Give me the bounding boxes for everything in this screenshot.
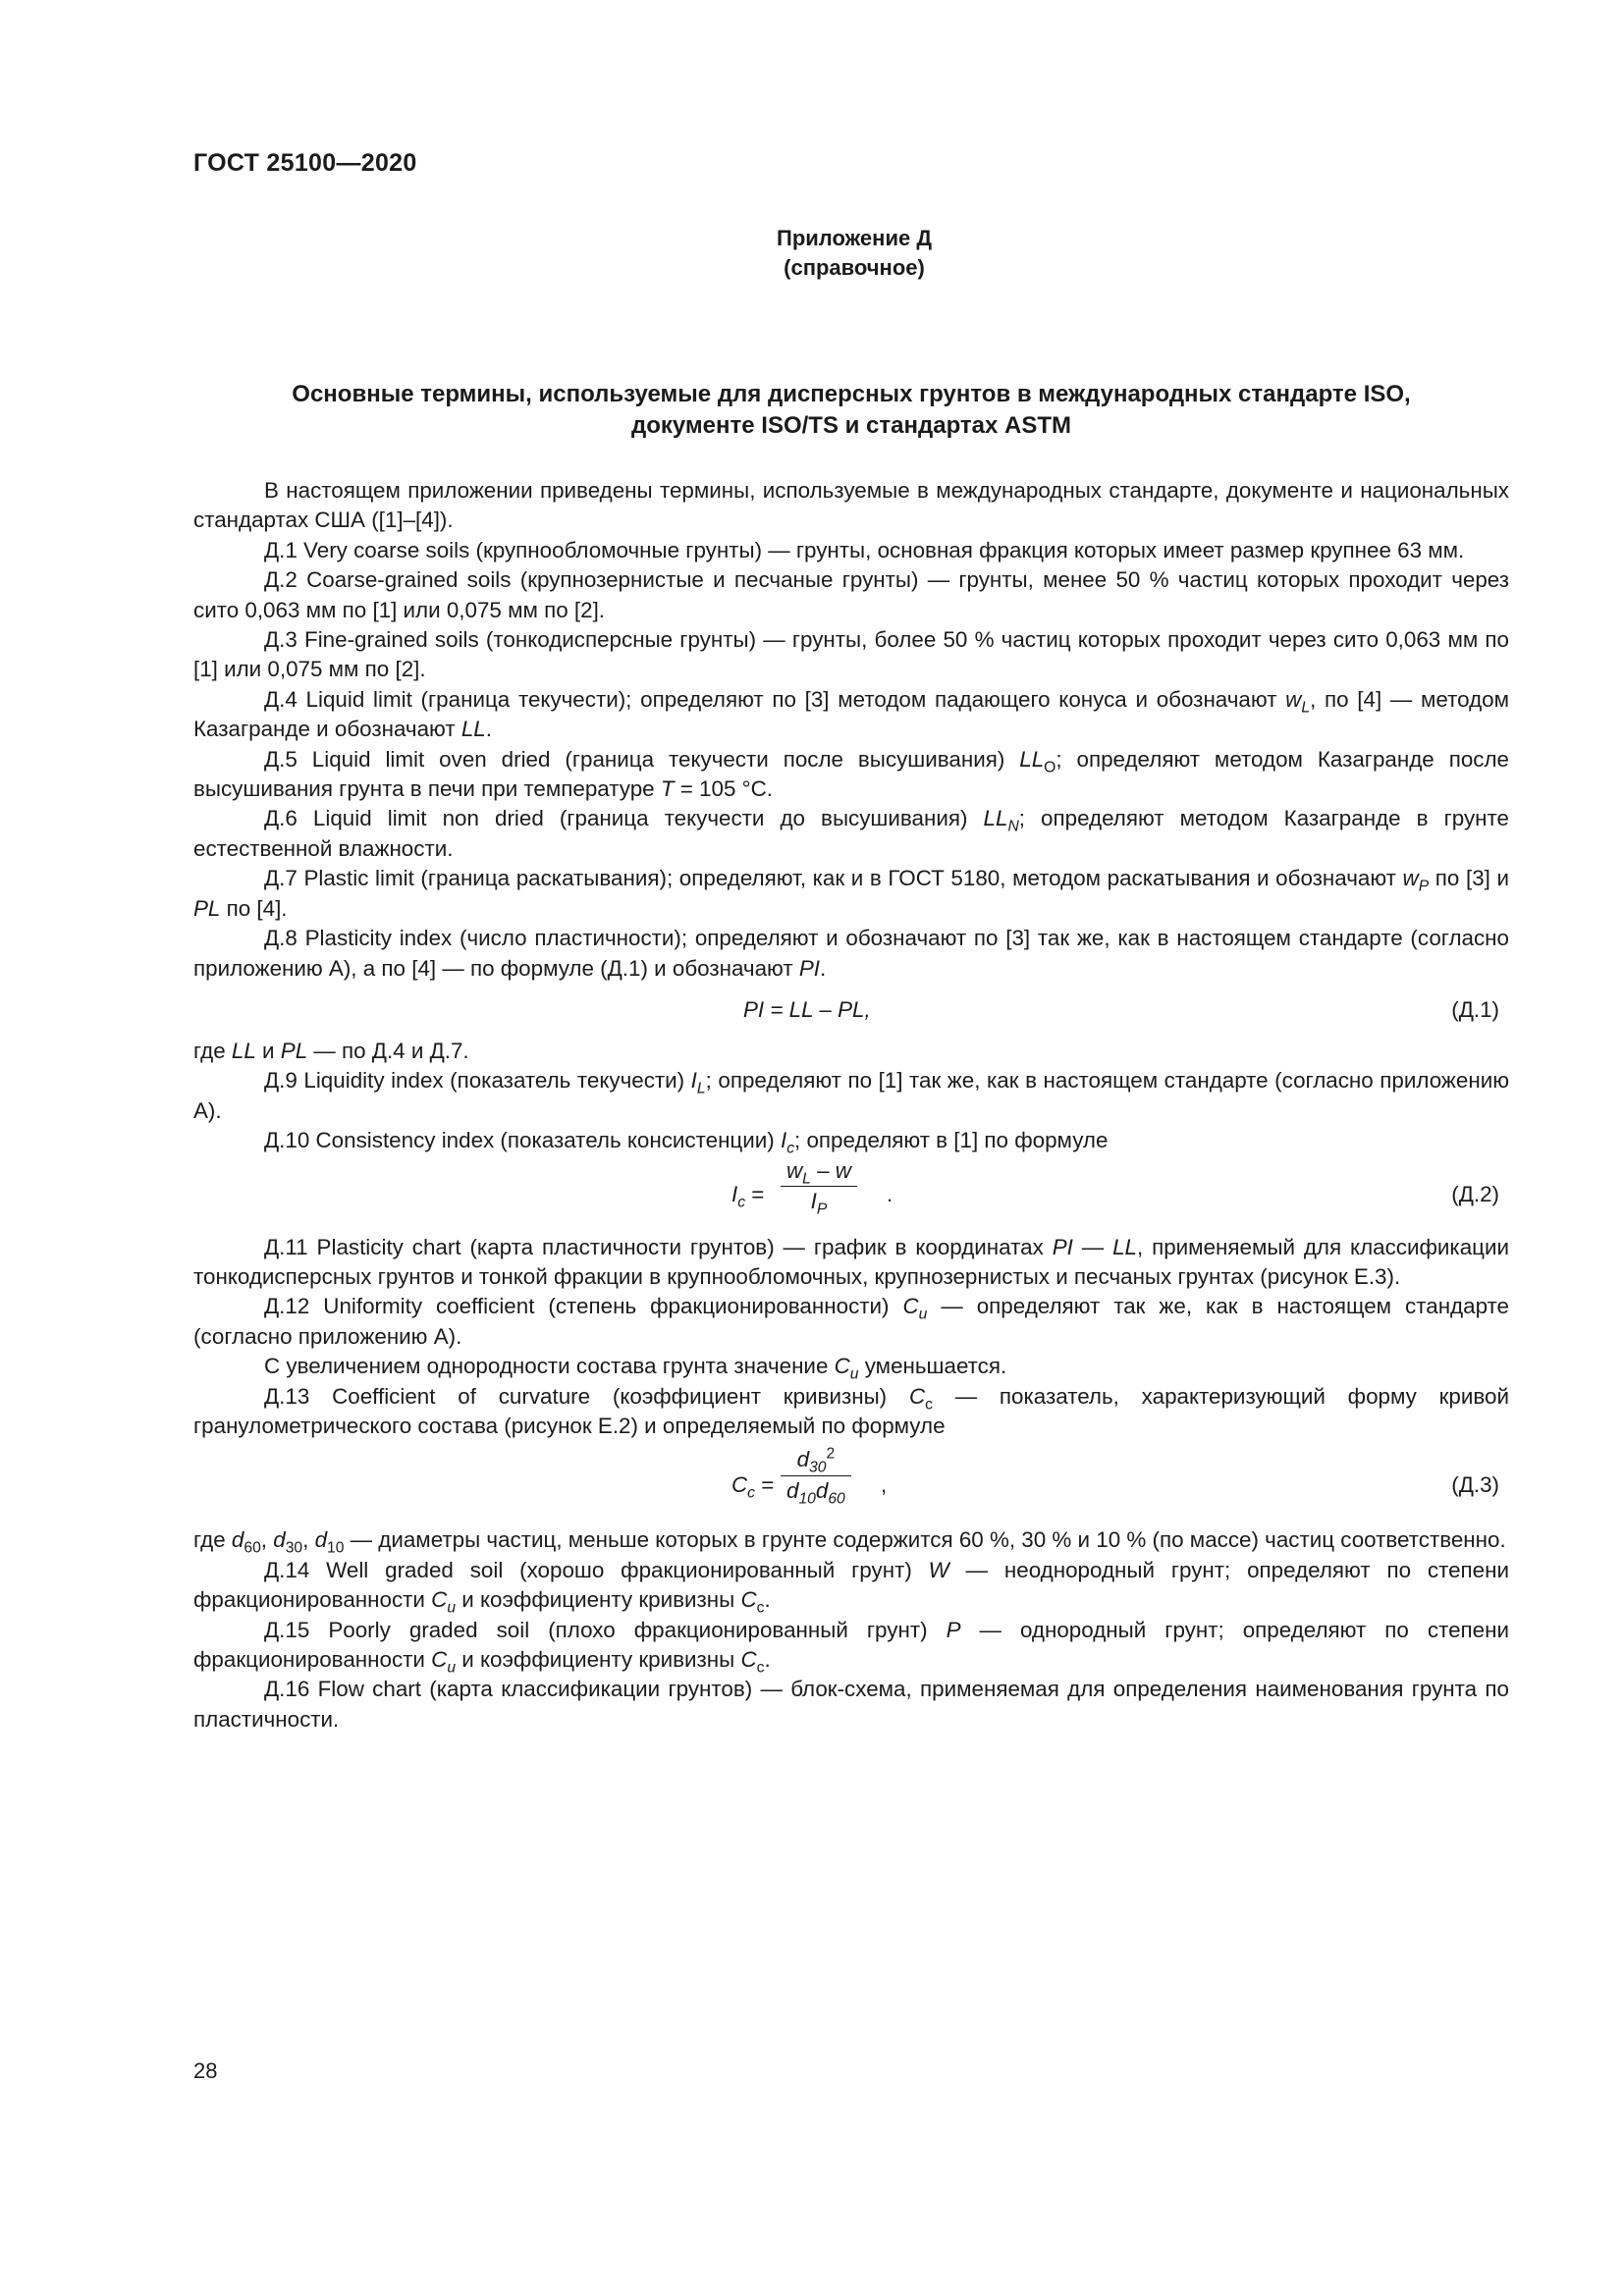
formula-d2-denominator: $I_P$: [810, 1188, 828, 1218]
document-code: ГОСТ 25100—2020: [193, 149, 417, 177]
formula-d1-expression: PI = LL – PL,: [743, 996, 871, 1022]
document-body: [193, 476, 1509, 1735]
term-d8: Д.8 Plasticity index (число пластичности); определяют и обозначают по [3] так же, как в настоящем стандарте (согласно приложению А), а по [4] — по формуле (Д.1) и обозначают PI.: [193, 926, 1509, 981]
where-d1: где LL и PL — по Д.4 и Д.7.: [193, 1038, 469, 1063]
section-title: [193, 379, 1509, 442]
term-d7: Д.7 Plastic limit (граница раскатывания); определяют, как и в ГОСТ 5180, методом раскатывания и обозначают $w_P$ по [3] и PL по [4].: [193, 866, 1509, 921]
formula-d2-period: .: [887, 1181, 893, 1206]
formula-d2-lhs: $I_c$ =: [731, 1181, 765, 1210]
term-d16: Д.16 Flow chart (карта классификации грунтов) — блок-схема, применяемая для определения наименования грунта по пластичности.: [193, 1677, 1509, 1732]
formula-d2: [193, 1156, 1509, 1233]
appendix-status: (справочное): [784, 255, 925, 280]
term-d6: Д.6 Liquid limit non dried (граница текучести до высушивания) $LL_N$; определяют методом Казагранде в грунте естественной влажности.: [193, 806, 1509, 861]
formula-d1-number: (Д.1): [1451, 996, 1499, 1022]
formula-d3: [193, 1441, 1509, 1525]
term-d2: Д.2 Coarse-grained soils (крупнозернистые и песчаные грунты) — грунты, менее 50 % частиц которых проходит через сито 0,063 мм по [1] или 0,075 мм по [2].: [193, 567, 1509, 622]
formula-d2-numerator: $w_L$ – w: [781, 1156, 857, 1187]
term-d15: Д.15 Poorly graded soil (плохо фракционированный грунт) P — однородный грунт; определяют по степени фракционированности $C_u$ и коэффициенту кривизны $C_c$.: [193, 1617, 1509, 1677]
term-d13: Д.13 Coefficient of curvature (коэффициент кривизны) $C_c$ — показатель, характеризующий форму кривой гранулометрического состава (рисунок Е.2) и определяемый по формуле: [193, 1383, 1509, 1438]
appendix-heading: [0, 224, 1624, 283]
appendix-title: Приложение Д: [777, 226, 932, 250]
term-d5: Д.5 Liquid limit oven dried (граница текучести после высушивания) $LL_O$; определяют методом Казагранде после высушивания грунта в печи при температуре T = 105 °C.: [193, 746, 1509, 802]
formula-d3-denominator: $d_{10}d_{60}$: [786, 1477, 845, 1508]
section-title-line-2: документе ISO/TS и стандартах ASTM: [630, 412, 1072, 439]
formula-d2-number: (Д.2): [1451, 1181, 1499, 1206]
formula-d3-number: (Д.3): [1451, 1472, 1499, 1498]
formula-d1: [193, 984, 1509, 1037]
section-title-line-1: Основные термины, используемые для дисперсных грунтов в международных стандарте ISO,: [292, 381, 1411, 407]
term-d3: Д.3 Fine-grained soils (тонкодисперсные грунты) — грунты, более 50 % частиц которых проходит через сито 0,063 мм по [1] или 0,075 мм по [2].: [193, 627, 1509, 682]
term-d14: Д.14 Well graded soil (хорошо фракционированный грунт) W — неоднородный грунт; определяют по степени фракционированности $C_u$ и коэффициенту кривизны $C_c$.: [193, 1557, 1509, 1617]
where-d3: где $d_{60}$, $d_{30}$, $d_{10}$ — диаметры частиц, меньше которых в грунте содержится 60 %, 30 % и 10 % (по массе) частиц соответственно.: [193, 1527, 1506, 1557]
formula-d3-comma: ,: [881, 1472, 888, 1498]
term-d12: Д.12 Uniformity coefficient (степень фракционированности) $C_u$ — определяют так же, как в настоящем стандарте (согласно приложению А).: [193, 1294, 1509, 1349]
formula-d3-fraction: [781, 1445, 851, 1506]
term-d4: Д.4 Liquid limit (граница текучести); определяют по [3] методом падающего конуса и обозначают $w_L$, по [4] — методом Казагранде и обозначают LL.: [193, 686, 1509, 742]
term-d9: Д.9 Liquidity index (показатель текучести) $I_L$; определяют по [1] так же, как в настоящем стандарте (согласно приложению А).: [193, 1068, 1509, 1123]
term-d1: Д.1 Very coarse soils (крупнообломочные грунты) — грунты, основная фракция которых имеет размер крупнее 63 мм.: [264, 537, 1465, 562]
page-number: 28: [193, 2058, 218, 2083]
term-d11: Д.11 Plasticity chart (карта пластичности грунтов) — график в координатах PI — LL, применяемый для классификации тонкодисперсных грунтов и тонкой фракции в крупнообломочных, крупнозернистых и песчаных грунтах (рисунок Е.3).: [193, 1234, 1509, 1289]
term-d12-note: С увеличением однородности состава грунта значение $C_u$ уменьшается.: [264, 1354, 1007, 1383]
formula-d3-lhs: $C_c$ =: [731, 1472, 775, 1502]
formula-d2-fraction: [781, 1156, 857, 1217]
intro-paragraph: В настоящем приложении приведены термины, используемые в международных стандарте, документе и национальных стандартах США ([1]–[4]).: [193, 478, 1509, 533]
term-d10: Д.10 Consistency index (показатель консистенции) $I_c$; определяют в [1] по формуле: [264, 1128, 1109, 1157]
formula-d3-numerator: $d_{30}^2$: [781, 1445, 851, 1475]
